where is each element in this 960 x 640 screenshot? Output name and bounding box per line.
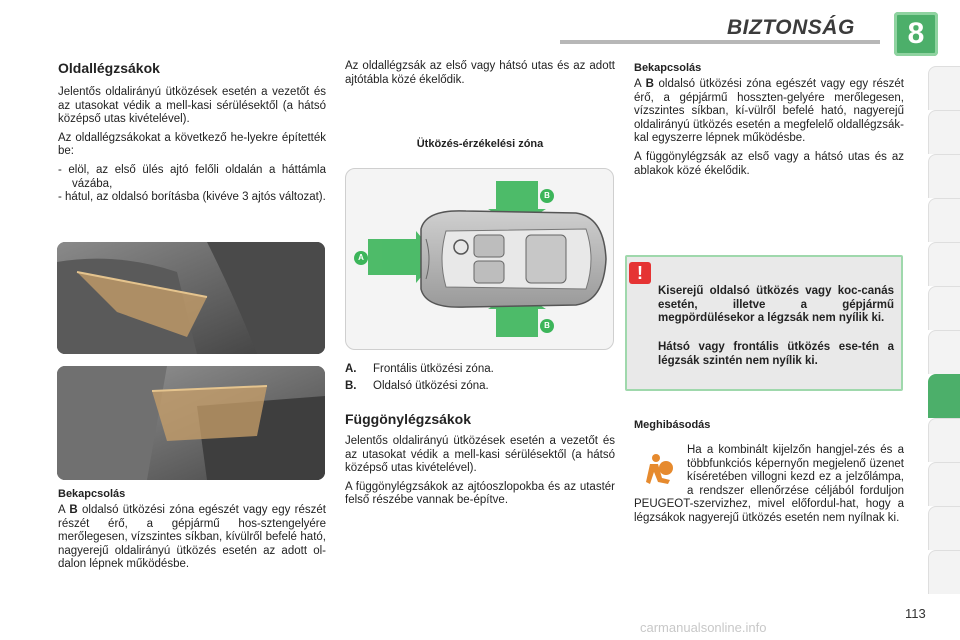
diagram-title: Ütközés-érzékelési zóna [416,138,544,150]
impact-zone-diagram [345,168,614,350]
header-rule [560,40,880,44]
chapter-tab[interactable] [928,242,960,286]
chapter-tab-active[interactable] [928,374,960,418]
side-airbag-heading: Oldallégzsákok [58,60,160,76]
left-deploy-section [58,488,326,577]
chapter-tab[interactable] [928,330,960,374]
warning-text-1: Kiserejű oldalsó ütközés vagy koc-canás esetén, illetve a gépjármű megpördülésekor a légzsák nem nyílik ki. [658,285,894,324]
fault-text-block [634,444,904,531]
curtain-airbag-intro: Jelentős oldalirányú ütközések esetén a vezetőt és az utasokat védik a mell-kasi sérülésektől (a hátsó középső utas kivételével). [345,435,615,475]
zone-b-ref: B [69,504,78,516]
warning-icon: ! [629,262,651,284]
legend-item: A. Frontális ütközési zóna. [345,363,494,375]
warning-text-2: Hátsó vagy frontális ütközés ese-tén a légzsák szintén nem nyílik ki. [658,341,894,367]
right-deploy-section [634,62,904,183]
left-column [58,60,326,205]
chapter-tab[interactable] [928,506,960,550]
fault-heading: Meghibásodás [634,419,711,431]
right-deploy-heading: Bekapcsolás [634,62,702,74]
chapter-tab[interactable] [928,154,960,198]
page-number: 113 [905,606,926,621]
chapter-tab[interactable] [928,286,960,330]
zone-b-marker-top: B [540,189,554,203]
zone-a-marker: A [354,251,368,265]
legend-item: B. Oldalsó ütközési zóna. [345,380,489,392]
side-airbag-intro: Jelentős oldalirányú ütközések esetén a vezetőt és az utasokat védik a mell-kasi sérülésektől (a hátsó középső utas kivételével). [58,86,326,126]
middle-intro [345,60,615,92]
zone-b-ref: B [645,78,654,90]
curtain-airbag-heading: Függönylégzsákok [345,411,472,427]
chapter-tab[interactable] [928,462,960,506]
chapter-tab[interactable] [928,198,960,242]
curtain-position-text: A függönylégzsák az első vagy a hátsó utas és az ablakok közé ékelődik. [634,150,904,177]
location-item: - hátul, az oldalsó borításba (kivéve 3 ajtós változat). [58,191,326,204]
fault-text: Ha a kombinált kijelzőn hangjel-zés és a többfunkciós képernyőn megjelenő üzenet kíséretében villogni kezd ez a jelzőlámpa, a rendszer ellenőrzése céljából forduljon PEUGEOT-szervizhez, mivel előfordul-hat, hogy a légzsákok nagyerejű ütközés esetén nem nyílnak ki. [634,444,904,524]
front-seat-airbag-photo [57,242,325,354]
chapter-tab[interactable] [928,66,960,110]
side-airbag-location-intro: Az oldallégzsákokat a következő he-lyekre építették be: [58,131,326,158]
rear-seat-airbag-photo [57,366,325,480]
chapter-tab[interactable] [928,550,960,594]
left-deploy-text: A B oldalsó ütközési zóna egészét vagy egy részét részét érő, a gépjármű hos-sztengelyére merőlegesen, vízszintes síkban, kívülről befelé ható, nagyerejű oldalirányú ütközés esetén az adott ol-dalon lépnek működésbe. [58,504,326,571]
chapter-tabs [928,66,960,616]
side-airbag-position-text: Az oldallégzsák az első vagy hátsó utas és az adott ajtótábla közé ékelődik. [345,60,615,86]
zone-b-marker-bottom: B [540,319,554,333]
curtain-airbag-section [345,411,615,513]
right-deploy-text: A B oldalsó ütközési zóna egészét vagy egy részét érő, a gépjármű hosszten-gelyére merőlegesen, vízszintes síkban, kí-vülről befelé ható, nagyerejű oldalirányú ütközés esetén a megfelelő oldallégzsák-kal egyszerre lépnek működésbe. [634,78,904,145]
left-deploy-heading: Bekapcsolás [58,488,126,500]
watermark: carmanualsonline.info [640,620,767,635]
curtain-airbag-location: A függönylégzsákok az ajtóoszlopokba és az utastér felső részébe vannak be-építve. [345,480,615,507]
chapter-badge: 8 [894,12,938,56]
page-title: BIZTONSÁG [727,16,855,39]
chapter-tab[interactable] [928,418,960,462]
chapter-tab[interactable] [928,110,960,154]
location-item: - elöl, az első ülés ajtó felőli oldalán a háttámla vázába, [58,163,326,190]
diagram-legend [345,361,615,395]
